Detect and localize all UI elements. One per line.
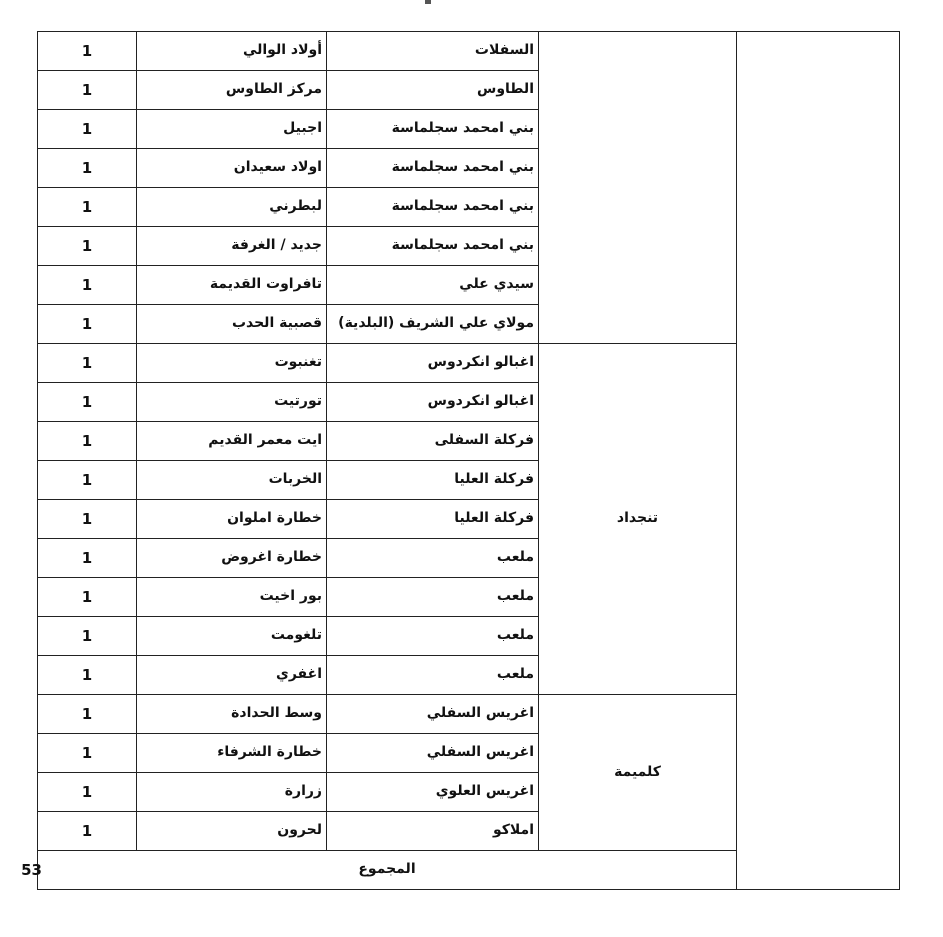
place-cell: قصبية الحدب: [137, 305, 327, 344]
place-cell: اولاد سعيدان: [137, 149, 327, 188]
count-cell: 1: [38, 812, 137, 851]
top-cutoff-mark: [425, 0, 431, 4]
count-cell: 1: [38, 500, 137, 539]
place-cell: لبطرني: [137, 188, 327, 227]
count-cell: 1: [38, 227, 137, 266]
commune-cell: [539, 32, 737, 344]
place-cell: تورتيت: [137, 383, 327, 422]
place-cell: ايت معمر القديم: [137, 422, 327, 461]
douar-cell: املاكو: [327, 812, 539, 851]
douar-cell: بني امحمد سجلماسة: [327, 149, 539, 188]
distribution-table: [21, 31, 900, 890]
place-cell: وسط الحدادة: [137, 695, 327, 734]
douar-cell: ملعب: [327, 578, 539, 617]
place-cell: خطارة الشرفاء: [137, 734, 327, 773]
douar-cell: مولاي علي الشريف (البلدية): [327, 305, 539, 344]
count-cell: 1: [38, 383, 137, 422]
douar-cell: بني امحمد سجلماسة: [327, 188, 539, 227]
douar-cell: اغريس السفلي: [327, 695, 539, 734]
count-cell: 1: [38, 149, 137, 188]
place-cell: زرارة: [137, 773, 327, 812]
count-cell: 1: [38, 422, 137, 461]
douar-cell: اغريس العلوي: [327, 773, 539, 812]
count-cell: 1: [38, 617, 137, 656]
count-cell: 1: [38, 305, 137, 344]
place-cell: تافراوت القديمة: [137, 266, 327, 305]
place-cell: بور اخيت: [137, 578, 327, 617]
place-cell: تغنبوت: [137, 344, 327, 383]
douar-cell: ملعب: [327, 617, 539, 656]
count-cell: 1: [38, 539, 137, 578]
place-cell: الخربات: [137, 461, 327, 500]
douar-cell: اغبالو انكردوس: [327, 383, 539, 422]
douar-cell: فركلة العليا: [327, 461, 539, 500]
table-row: [38, 32, 900, 71]
douar-cell: فركلة العليا: [327, 500, 539, 539]
count-cell: 1: [38, 110, 137, 149]
place-cell: اجبيل: [137, 110, 327, 149]
count-cell: 1: [38, 656, 137, 695]
place-cell: تلغومت: [137, 617, 327, 656]
douar-cell: سيدي علي: [327, 266, 539, 305]
table-body: [21, 32, 900, 890]
count-cell: 1: [38, 695, 137, 734]
douar-cell: ملعب: [327, 539, 539, 578]
count-cell: 1: [38, 71, 137, 110]
douar-cell: فركلة السفلى: [327, 422, 539, 461]
count-cell: 1: [38, 461, 137, 500]
douar-cell: الطاوس: [327, 71, 539, 110]
count-cell: 1: [38, 734, 137, 773]
count-cell: 1: [38, 266, 137, 305]
place-cell: اغفري: [137, 656, 327, 695]
place-cell: أولاد الوالي: [137, 32, 327, 71]
count-cell: 1: [38, 773, 137, 812]
region-cell: [737, 32, 900, 890]
place-cell: خطارة اغروض: [137, 539, 327, 578]
douar-cell: اغبالو انكردوس: [327, 344, 539, 383]
place-cell: جديد / الغرفة: [137, 227, 327, 266]
douar-cell: بني امحمد سجلماسة: [327, 227, 539, 266]
douar-cell: ملعب: [327, 656, 539, 695]
place-cell: خطارة املوان: [137, 500, 327, 539]
commune-cell: كلميمة: [539, 695, 737, 851]
commune-cell: تنجداد: [539, 344, 737, 695]
place-cell: مركز الطاوس: [137, 71, 327, 110]
total-label: المجموع: [38, 851, 737, 890]
douar-cell: السفلات: [327, 32, 539, 71]
place-cell: لحرون: [137, 812, 327, 851]
count-cell: 1: [38, 344, 137, 383]
count-cell: 1: [38, 32, 137, 71]
douar-cell: اغريس السفلي: [327, 734, 539, 773]
count-cell: 1: [38, 188, 137, 227]
count-cell: 1: [38, 578, 137, 617]
total-row: المجموع 53: [38, 851, 900, 890]
douar-cell: بني امحمد سجلماسة: [327, 110, 539, 149]
